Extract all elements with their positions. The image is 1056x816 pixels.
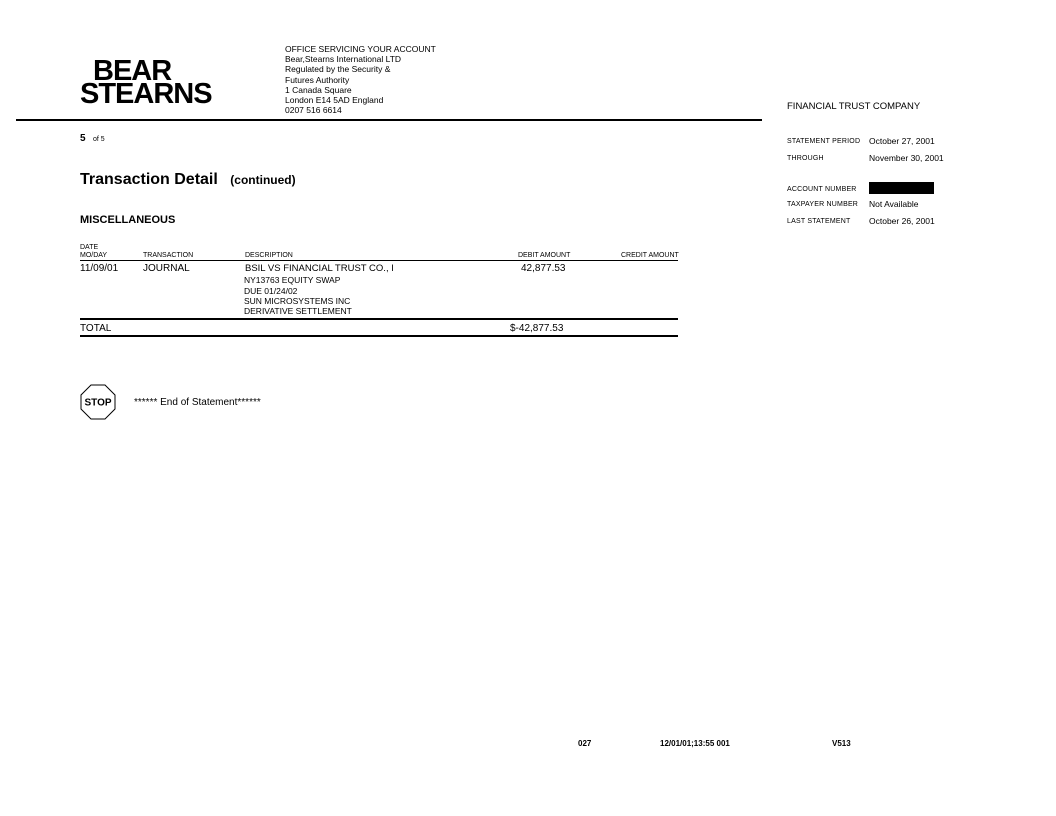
col-header-debit: DEBIT AMOUNT [518,252,571,259]
stop-sign-icon [80,384,116,420]
account-number-redaction [869,182,934,194]
heading-continued: (continued) [230,173,296,187]
heading-title: Transaction Detail [80,171,218,188]
statement-period-label: STATEMENT PERIOD [787,138,861,145]
office-address-block [285,44,436,115]
account-number-label: ACCOUNT NUMBER [787,186,857,193]
row-description-line3: DUE 01/24/02 [244,286,298,296]
taxpayer-number-value: Not Available [869,199,919,209]
logo-line-1: BEAR [93,55,172,87]
taxpayer-number-label: TAXPAYER NUMBER [787,201,859,208]
col-header-date-line1: DATE [80,244,99,251]
row-description-line1: BSIL VS FINANCIAL TRUST CO., I [245,263,394,274]
office-line: Bear,Stearns International LTD [285,54,402,65]
page-number: 5 [80,133,86,144]
row-description-line2: NY13763 EQUITY SWAP [244,275,341,285]
total-label: TOTAL [80,323,112,334]
office-line: 1 Canada Square [285,84,352,95]
col-header-credit: CREDIT AMOUNT [621,252,679,259]
statement-period-value: October 27, 2001 [869,136,935,146]
page-heading [80,171,296,189]
section-title: MISCELLANEOUS [80,214,176,226]
total-bottom-rule [80,335,678,337]
company-name: FINANCIAL TRUST COMPANY [787,101,921,112]
footer-version: V513 [832,739,851,748]
col-header-description: DESCRIPTION [245,252,293,259]
row-description-line5: DERIVATIVE SETTLEMENT [244,306,352,316]
footer-code: 027 [578,739,592,748]
last-statement-value: October 26, 2001 [869,216,935,226]
row-date: 11/09/01 [80,263,119,274]
office-line: Regulated by the Security & [285,64,391,75]
footer-timestamp: 12/01/01;13:55 001 [660,739,730,748]
total-debit-amount: $-42,877.53 [510,323,564,334]
row-transaction: JOURNAL [143,263,190,274]
page-indicator [80,128,105,146]
col-header-transaction: TRANSACTION [143,252,194,259]
table-header-divider [80,260,678,261]
row-description-line4: SUN MICROSYSTEMS INC [244,296,351,306]
office-line: OFFICE SERVICING YOUR ACCOUNT [285,44,436,54]
bear-stearns-logo-line2 [80,78,212,110]
page-total: of 5 [93,136,105,143]
header-divider [16,119,762,121]
through-value: November 30, 2001 [869,153,944,163]
through-label: THROUGH [787,155,824,162]
last-statement-label: LAST STATEMENT [787,218,851,225]
office-line: Futures Authority [285,74,350,85]
office-line: 0207 516 6614 [285,105,342,116]
office-line: London E14 5AD England [285,95,384,106]
row-debit-amount: 42,877.53 [521,263,566,274]
end-of-statement: ****** End of Statement****** [134,397,261,408]
stop-sign-label: STOP [84,397,112,409]
col-header-date-line2: MO/DAY [80,252,108,259]
logo-line-2: STEARNS [80,78,212,110]
total-top-rule [80,318,678,320]
